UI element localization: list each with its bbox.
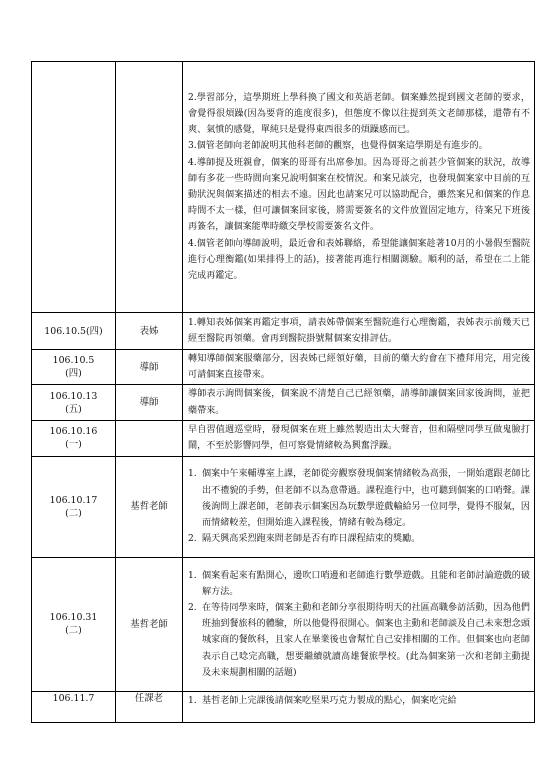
contact-person-cell (116, 691, 183, 722)
log-row (32, 456, 535, 557)
list-item-text: 個案看起來有點開心，邊吹口哨邊和老師進行數學遊戲。且能和老師討論遊戲的破解方法。 (202, 570, 530, 597)
record-content-cell (183, 420, 535, 456)
record-list-item (188, 466, 530, 531)
date-text: 106.10.5(四) (44, 325, 103, 337)
record-content-cell (183, 62, 535, 313)
contact-person: 基哲老師 (130, 501, 168, 513)
record-list (188, 466, 530, 547)
contact-person-cell (116, 557, 183, 691)
date-cell (32, 313, 116, 350)
log-row (32, 350, 535, 385)
record-paragraph: 早自習值週巡堂時，發現個案在班上雖然製造出太大聲音，但和隔壁同學互做鬼臉打鬧，不至於影響同學，但可察覺情緒較為興奮浮躁。 (188, 425, 530, 452)
list-item-text: 基哲老師上完課後請個案吃堅果巧克力製成的點心，個案吃完給 (202, 695, 457, 706)
weekday-text: (四) (65, 368, 82, 380)
list-item-text: 個案中午來輔導室上課，老師從旁觀察發現個案情緒較為高張，一開始還跟老師比出不禮貌的手勢，但老師不以為意帶過。課程進行中，也可聽到個案的口哨聲。課後詢問上課老師，老師表示個案因為玩數學遊戲輸給另一位同學，覺得不服氣，因而情緒較差，但開始進入課程後，情緒有較為穩定。 (202, 469, 530, 528)
contact-person-cell (116, 350, 183, 385)
date-text: 106.11.7 (52, 692, 95, 704)
list-number: 1. (188, 695, 197, 706)
date-text: 106.10.16 (49, 426, 98, 438)
record-list-item (188, 600, 530, 681)
record-list (188, 693, 530, 709)
log-row (32, 557, 535, 691)
log-row (32, 385, 535, 420)
log-row (32, 62, 535, 313)
record-content-cell (183, 456, 535, 557)
contact-person: 任課老 (134, 692, 164, 704)
record-content-cell (183, 385, 535, 420)
log-body (32, 62, 535, 723)
weekday-text: (五) (65, 403, 82, 415)
log-row (32, 420, 535, 456)
date-cell (32, 557, 116, 691)
contact-person-cell (116, 420, 183, 456)
record-list-item (188, 531, 530, 547)
date-cell (32, 350, 116, 385)
date-text: 106.10.5 (52, 355, 95, 367)
date-cell (32, 420, 116, 456)
date-text: 106.10.13 (49, 390, 98, 402)
weekday-text: (二) (65, 625, 82, 637)
list-number: 1. (188, 570, 197, 581)
record-list-item (188, 693, 530, 709)
contact-person-cell (116, 313, 183, 350)
contact-person-cell (116, 385, 183, 420)
record-paragraph: 4.導師提及班親會，個案的哥哥有出席參加。因為哥哥之前甚少管個案的狀況，故導師有多花一些時間向案兄說明個案在校情況。和案兄談完，也發現個案家中目前的互動狀況與個案描述的相去不遠。因此也請案兄可以協助配合，雖然案兄和個案的作息時間不太一樣，但可讓個案回家後，將需要簽名的文件放置固定地方，待案兄下班後再簽名，讓個案能準時繳交學校需要簽名文件。 (188, 157, 530, 233)
list-number: 2. (188, 603, 197, 613)
weekday-text: (一) (65, 439, 82, 451)
list-number: 2. (188, 534, 197, 545)
counseling-log-table (31, 61, 535, 723)
list-item-text: 隔天興高采烈跑來問老師是否有昨日課程結束的獎勵。 (202, 534, 421, 545)
record-paragraph: 轉知導師個案服藥部分，因表姊已經領好藥，目前的藥大約會在下禮拜用完，用完後可請個案直接帶來。 (188, 354, 530, 381)
list-number: 1. (188, 469, 197, 480)
contact-person-cell (116, 62, 183, 313)
date-cell (32, 456, 116, 557)
record-content-cell (183, 557, 535, 691)
record-paragraph: 1.轉知表姊個案再鑑定事項，請表姊帶個案至醫院進行心理衡鑑，表姊表示前幾天已經至醫院再領藥。會再到醫院掛號幫個案安排評估。 (188, 317, 530, 344)
date-text: 106.10.31 (49, 612, 98, 624)
date-text: 106.10.17 (49, 494, 98, 506)
list-item-text: 在等待同學來時，個案主動和老師分享很期待明天的社區高職參訪活動，因為他們班抽到餐旅科的體驗，所以他覺得很開心。個案也主動和老師談及自己未來想念頭城家商的餐飲科，且家人在畢業後也會幫忙自己安排相關的工作。但個案也向老師表示自己唸完高職，想要繼續就讀高雄餐旅學校。(此為個案第一次和老師主動提及未來規劃相關的話題) (202, 603, 530, 678)
log-row (32, 313, 535, 350)
record-list-item (188, 568, 530, 600)
date-cell (32, 691, 116, 722)
record-paragraph: 4.個管老師向導師說明，最近會和表姊聯絡，希望能讓個案趁著10月的小暑假至醫院進行心理衡鑑(如果排得上的話)，接著能再進行相關測驗。順利的話，希望在二上能完成再鑑定。 (188, 238, 530, 282)
record-paragraph: 2.學習部分，這學期班上學科換了國文和英語老師。個案雖然提到國文老師的要求，會覺得很煩躁(因為要背的進度很多)，但態度不像以往提到英文老師那樣，還帶有不爽、氣憤的感覺，單純只是覺得東西很多的煩躁感而已。 (188, 92, 530, 136)
contact-person-cell (116, 456, 183, 557)
weekday-text: (二) (65, 507, 82, 519)
record-content-cell (183, 350, 535, 385)
record-paragraph: 3.個管老師向老師說明其他科老師的觀察，也覺得個案這學期是有進步的。 (188, 141, 488, 152)
contact-person: 表姊 (139, 325, 159, 337)
contact-person: 基哲老師 (130, 618, 168, 630)
date-cell (32, 62, 116, 313)
date-cell (32, 385, 116, 420)
contact-person: 導師 (139, 361, 159, 373)
record-content-cell (183, 691, 535, 722)
contact-person: 導師 (139, 397, 159, 409)
record-paragraph: 導師表示詢問個案後，個案說不清楚自己已經領藥，請導師讓個案回家後詢問，並把藥帶來。 (188, 389, 530, 416)
record-list (188, 568, 530, 681)
log-row (32, 691, 535, 722)
record-content-cell (183, 313, 535, 350)
